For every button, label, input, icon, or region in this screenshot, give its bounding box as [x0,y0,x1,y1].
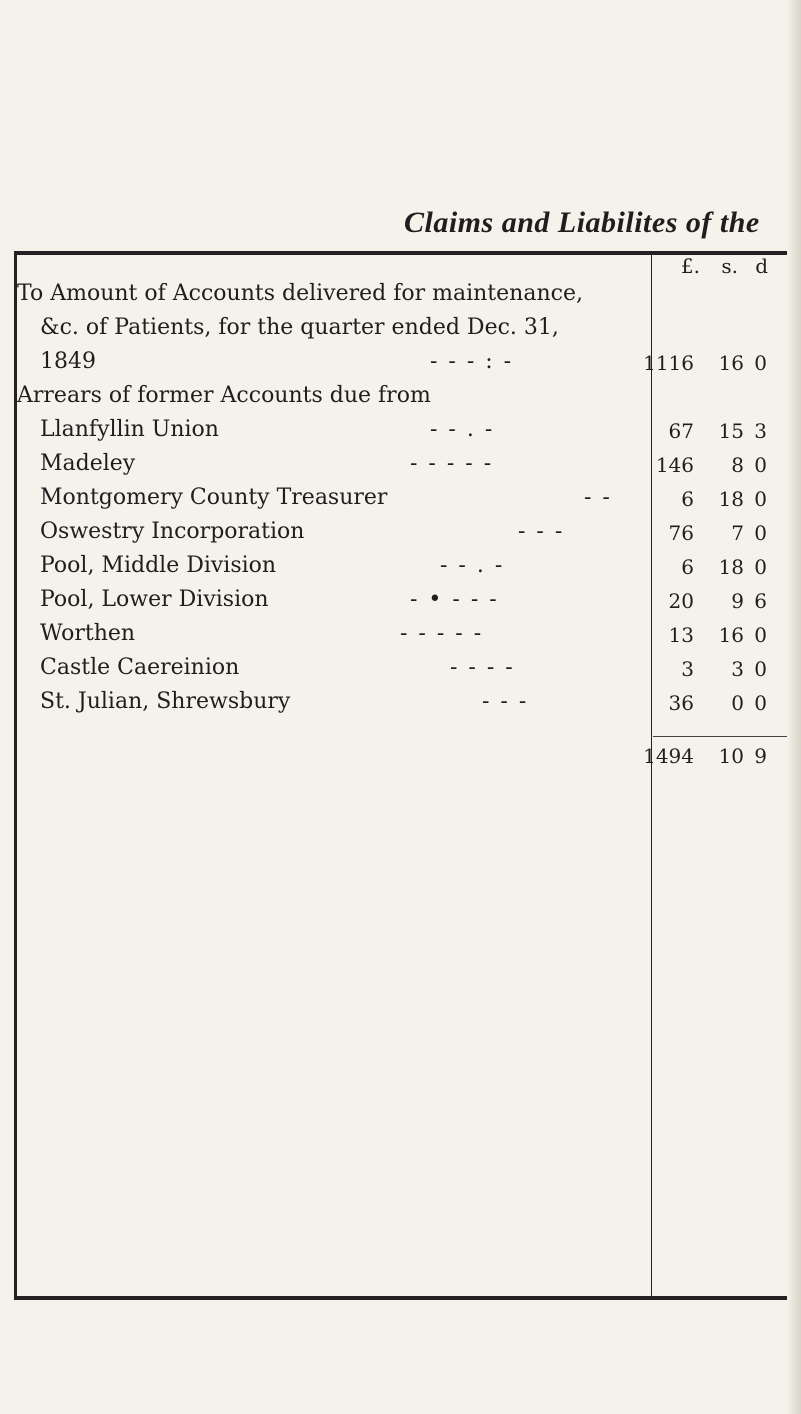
total-pence: 9 [754,744,767,768]
pence-value: 0 [754,487,767,511]
entry-label-line: Castle Caereinion [40,655,240,680]
pounds-value: 1116 [643,351,694,375]
shillings-value: 18 [718,487,744,511]
leader-dashes: - - - - [450,655,515,680]
shillings-value: 3 [731,657,744,681]
pounds-value: 6 [681,487,694,511]
shillings-value: 15 [718,419,744,443]
entry-label-line: Madeley [40,451,136,476]
leader-dashes: - - [584,485,612,510]
pence-value: 0 [754,521,767,545]
pounds-value: 13 [668,623,694,647]
bottom-rule [14,1296,792,1300]
leader-dashes: - - - - - [410,451,494,476]
entry-label-line: Montgomery County Treasurer [40,485,388,510]
pence-value: 0 [754,555,767,579]
pence-value: 0 [754,657,767,681]
column-divider [651,253,652,1297]
pence-value: 0 [754,453,767,477]
shillings-value: 16 [718,623,744,647]
page-title: Claims and Liabilites of the [404,206,760,239]
total-pounds: 1494 [643,744,694,768]
pounds-value: 76 [668,521,694,545]
shillings-value: 18 [718,555,744,579]
pence-header: d [755,254,768,278]
total-shillings: 10 [718,744,744,768]
leader-dashes: - - - [482,689,529,714]
shillings-value: 9 [731,589,744,613]
pence-value: 0 [754,351,767,375]
entry-label-line: Oswestry Incorporation [40,519,305,544]
entry-label-line: Pool, Middle Division [40,553,277,578]
shillings-value: 7 [731,521,744,545]
pence-value: 3 [754,419,767,443]
leader-dashes: - - . - [430,417,495,442]
pence-value: 0 [754,691,767,715]
sum-rule [653,736,793,737]
leader-dashes: - - - : - [430,349,514,374]
entry-label-line: Pool, Lower Division [40,587,269,612]
left-border [14,253,17,1297]
pence-value: 6 [754,589,767,613]
leader-dashes: - - . - [440,553,505,578]
shillings-value: 0 [731,691,744,715]
shillings-value: 8 [731,453,744,477]
pounds-value: 6 [681,555,694,579]
pounds-value: 3 [681,657,694,681]
pence-value: 0 [754,623,767,647]
shillings-header: s. [721,254,738,278]
entry-label-line: To Amount of Accounts delivered for maintenance, [17,281,583,306]
pounds-value: 146 [655,453,694,477]
pounds-value: 36 [668,691,694,715]
entry-label-line: Arrears of former Accounts due from [17,383,431,408]
pounds-value: 67 [668,419,694,443]
entry-label-line: Llanfyllin Union [40,417,219,442]
entry-label-line: Worthen [40,621,136,646]
entry-label-line: 1849 [40,349,96,374]
pounds-header: £. [680,254,700,278]
leader-dashes: - - - - - [400,621,484,646]
page-edge-shadow [787,0,801,1414]
pounds-value: 20 [668,589,694,613]
leader-dashes: - • - - - [410,587,499,612]
shillings-value: 16 [718,351,744,375]
leader-dashes: - - - [518,519,565,544]
entry-label-line: &c. of Patients, for the quarter ended Dec. 31, [40,315,559,340]
entry-label-line: St. Julian, Shrewsbury [40,689,291,714]
